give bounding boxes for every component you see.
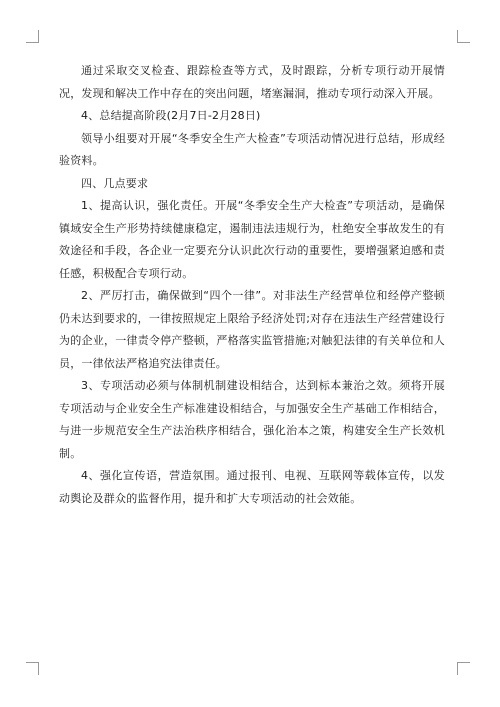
corner-mark-top-right: [457, 30, 470, 43]
document-page: [59, 60, 445, 510]
corner-mark-bottom-left: [26, 662, 39, 675]
paragraph-requirement-4: 4、强化宣传语，营造氛围。通过报刊、电视、互联网等载体宣传，以发动舆论及群众的监督作用，提升和扩大专项活动的社会效能。: [59, 469, 445, 505]
section-heading-requirements: 四、几点要求: [81, 176, 149, 190]
paragraph-requirement-3: 3、专项活动必须与体制机制建设相结合，达到标本兼治之效。须将开展专项活动与企业安全生产标准建设相结合，与加强安全生产基础工作相结合，与进一步规范安全生产法治秩序相结合，强化治本之策，构建安全生产长效机制。: [59, 379, 445, 460]
paragraph-requirement-1: 1、提高认识，强化责任。开展“冬季安全生产大检查”专项活动，是确保镇域安全生产形势持续健康稳定，遏制违法违规行为，杜绝安全事故发生的有效途径和手段，各企业一定要充分认识此次行动的重要性，要增强紧迫感和责任感，积极配合专项行动。: [59, 199, 445, 280]
corner-mark-bottom-right: [457, 662, 470, 675]
paragraph-requirement-2: 2、严厉打击，确保做到“四个一律”。对非法生产经营单位和经停产整顿仍未达到要求的，一律按照规定上限给予经济处罚;对存在违法生产经营建设行为的企业，一律责令停产整顿，严格落实监管措施;对触犯法律的有关单位和人员，一律依法严格追究法律责任。: [59, 289, 445, 370]
paragraph-summary-stage: 领导小组要对开展“冬季安全生产大检查”专项活动情况进行总结，形成经验资料。: [59, 131, 445, 167]
corner-mark-top-left: [26, 30, 39, 43]
paragraph-summary-stage-heading: 4、总结提高阶段(2月7日-2月28日): [81, 109, 261, 122]
paragraph-tracking: 通过采取交叉检查、跟踪检查等方式，及时跟踪，分析专项行动开展情况，发现和解决工作中存在的突出问题，堵塞漏洞，推动专项行动深入开展。: [59, 64, 445, 100]
